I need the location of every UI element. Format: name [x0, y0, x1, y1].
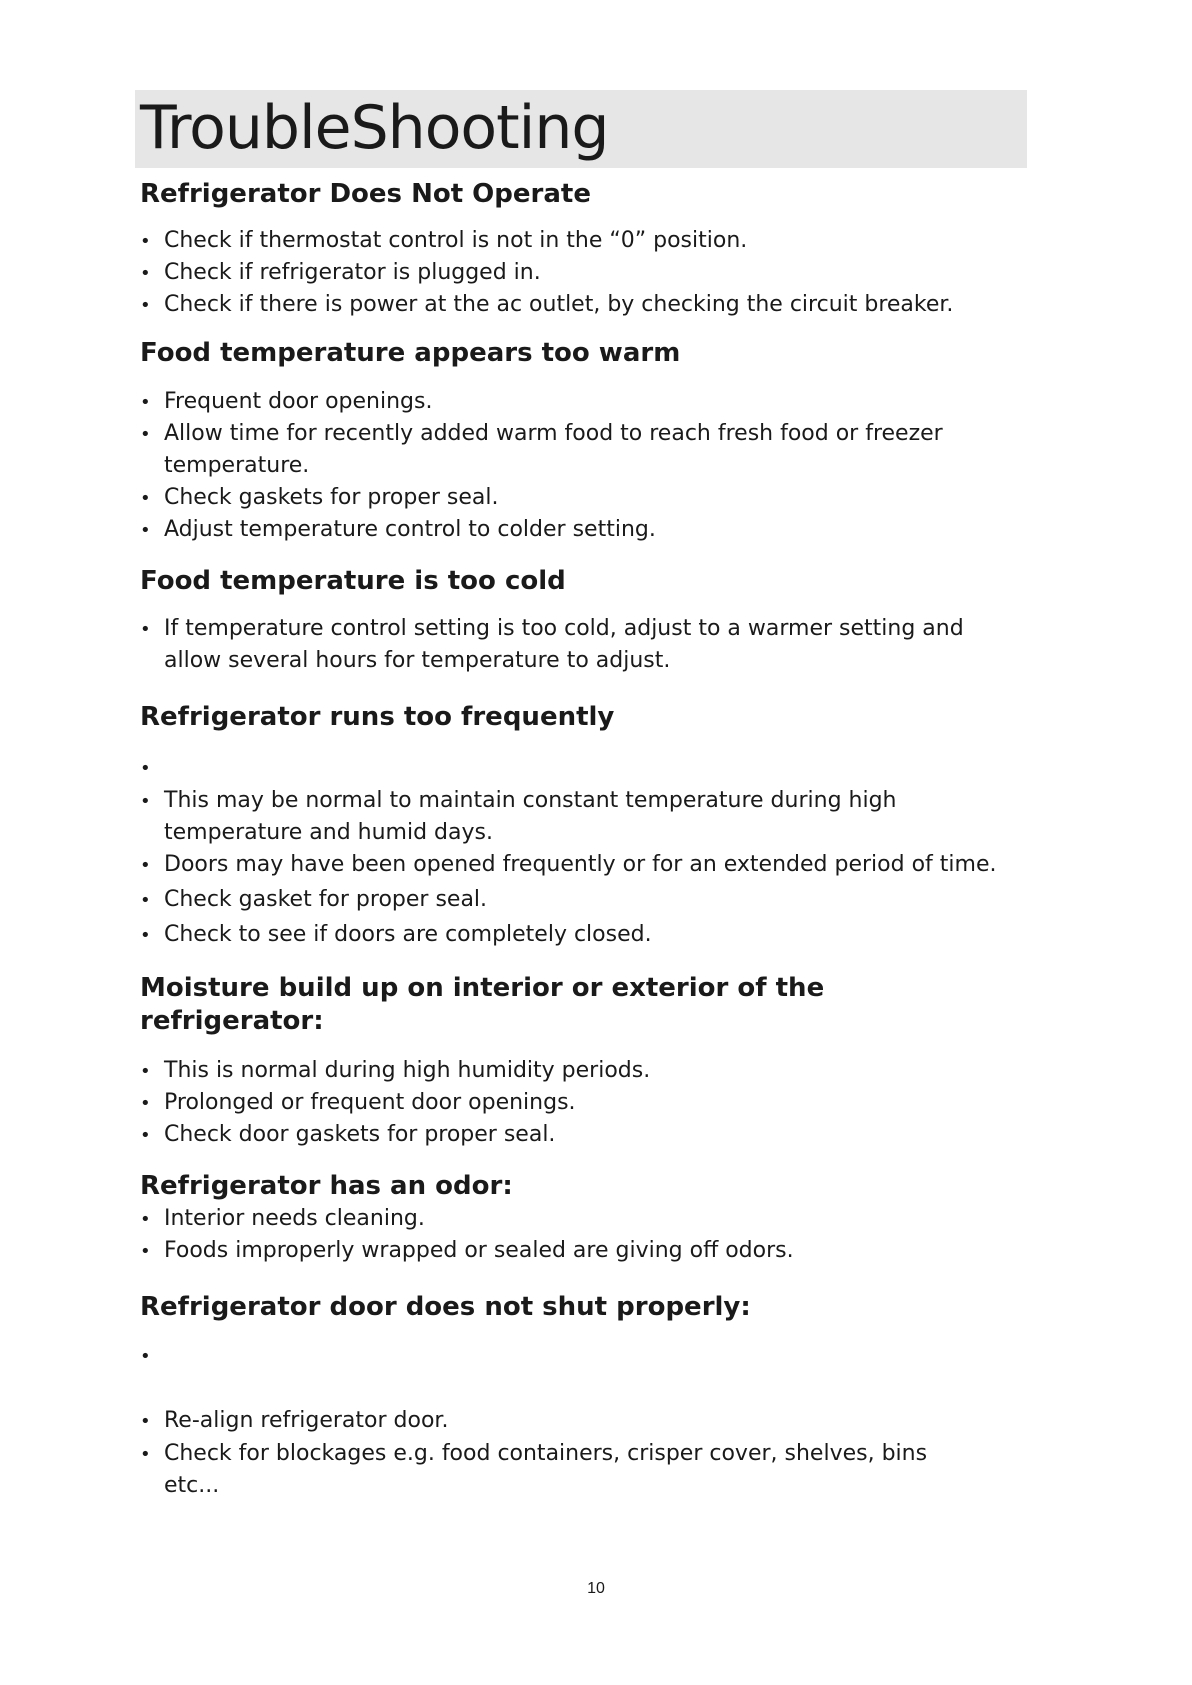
bullet-icon: • — [140, 1125, 151, 1146]
bullet-icon: • — [140, 231, 151, 252]
list-item: • Check gasket for proper seal. — [140, 884, 487, 917]
bullet-icon: • — [140, 1093, 151, 1114]
bullet-icon: • — [140, 855, 151, 876]
list-item-continuation: temperature and humid days. — [164, 820, 493, 845]
list-item: • Check to see if doors are completely closed. — [140, 919, 652, 952]
list-item: • This may be normal to maintain constant temperature during high — [140, 785, 897, 818]
bullet-icon: • — [140, 1209, 151, 1230]
bullet-icon: • — [140, 392, 151, 413]
section-heading-odor: Refrigerator has an odor: — [140, 1171, 513, 1201]
bullet-icon: • — [140, 1346, 151, 1367]
list-item: • Adjust temperature control to colder setting. — [140, 514, 656, 547]
section-heading-runs-frequently: Refrigerator runs too frequently — [140, 702, 615, 732]
bullet-icon: • — [140, 791, 151, 812]
bullet-icon: • — [140, 925, 151, 946]
bullet-icon: • — [140, 1061, 151, 1082]
list-item: • Check door gaskets for proper seal. — [140, 1119, 555, 1152]
bullet-icon: • — [140, 619, 151, 640]
list-item — [140, 1340, 164, 1373]
section-heading-too-warm: Food temperature appears too warm — [140, 338, 681, 368]
bullet-icon: • — [140, 424, 151, 445]
list-item: • Check if thermostat control is not in the “0” position. — [140, 225, 747, 258]
bullet-icon: • — [140, 1411, 151, 1432]
section-heading-door: Refrigerator door does not shut properly: — [140, 1292, 751, 1322]
list-item: • Interior needs cleaning. — [140, 1203, 425, 1236]
list-item: • Check if refrigerator is plugged in. — [140, 257, 541, 290]
bullet-icon: • — [140, 263, 151, 284]
page-title: TroubleShooting — [140, 93, 609, 163]
section-heading-does-not-operate: Refrigerator Does Not Operate — [140, 179, 591, 209]
section-heading-moisture: Moisture build up on interior or exterior of the — [140, 973, 825, 1003]
bullet-icon: • — [140, 295, 151, 316]
list-item: • Frequent door openings. — [140, 386, 432, 419]
bullet-icon: • — [140, 1241, 151, 1262]
bullet-icon: • — [140, 488, 151, 509]
bullet-icon: • — [140, 758, 151, 779]
section-heading-too-cold: Food temperature is too cold — [140, 566, 566, 596]
list-item: • Foods improperly wrapped or sealed are giving off odors. — [140, 1235, 794, 1268]
section-heading-moisture-line2: refrigerator: — [140, 1006, 324, 1036]
list-item-continuation: etc... — [164, 1473, 220, 1498]
list-item: • Prolonged or frequent door openings. — [140, 1087, 576, 1120]
list-item: • Check gaskets for proper seal. — [140, 482, 499, 515]
list-item: • If temperature control setting is too cold, adjust to a warmer setting and — [140, 613, 964, 646]
list-item: • This is normal during high humidity periods. — [140, 1055, 650, 1088]
bullet-icon: • — [140, 1444, 151, 1465]
list-item: • Doors may have been opened frequently or for an extended period of time. — [140, 849, 996, 882]
list-item: • Allow time for recently added warm food to reach fresh food or freezer — [140, 418, 943, 451]
list-item-continuation: allow several hours for temperature to adjust. — [164, 648, 671, 673]
page-number: 10 — [587, 1580, 605, 1597]
list-item: • Check for blockages e.g. food containers, crisper cover, shelves, bins — [140, 1438, 927, 1471]
bullet-icon: • — [140, 520, 151, 541]
list-item-continuation: temperature. — [164, 453, 310, 478]
list-item: • Check if there is power at the ac outlet, by checking the circuit breaker. — [140, 289, 953, 322]
bullet-icon: • — [140, 890, 151, 911]
list-item: • Re-align refrigerator door. — [140, 1405, 448, 1438]
list-item — [140, 752, 164, 785]
